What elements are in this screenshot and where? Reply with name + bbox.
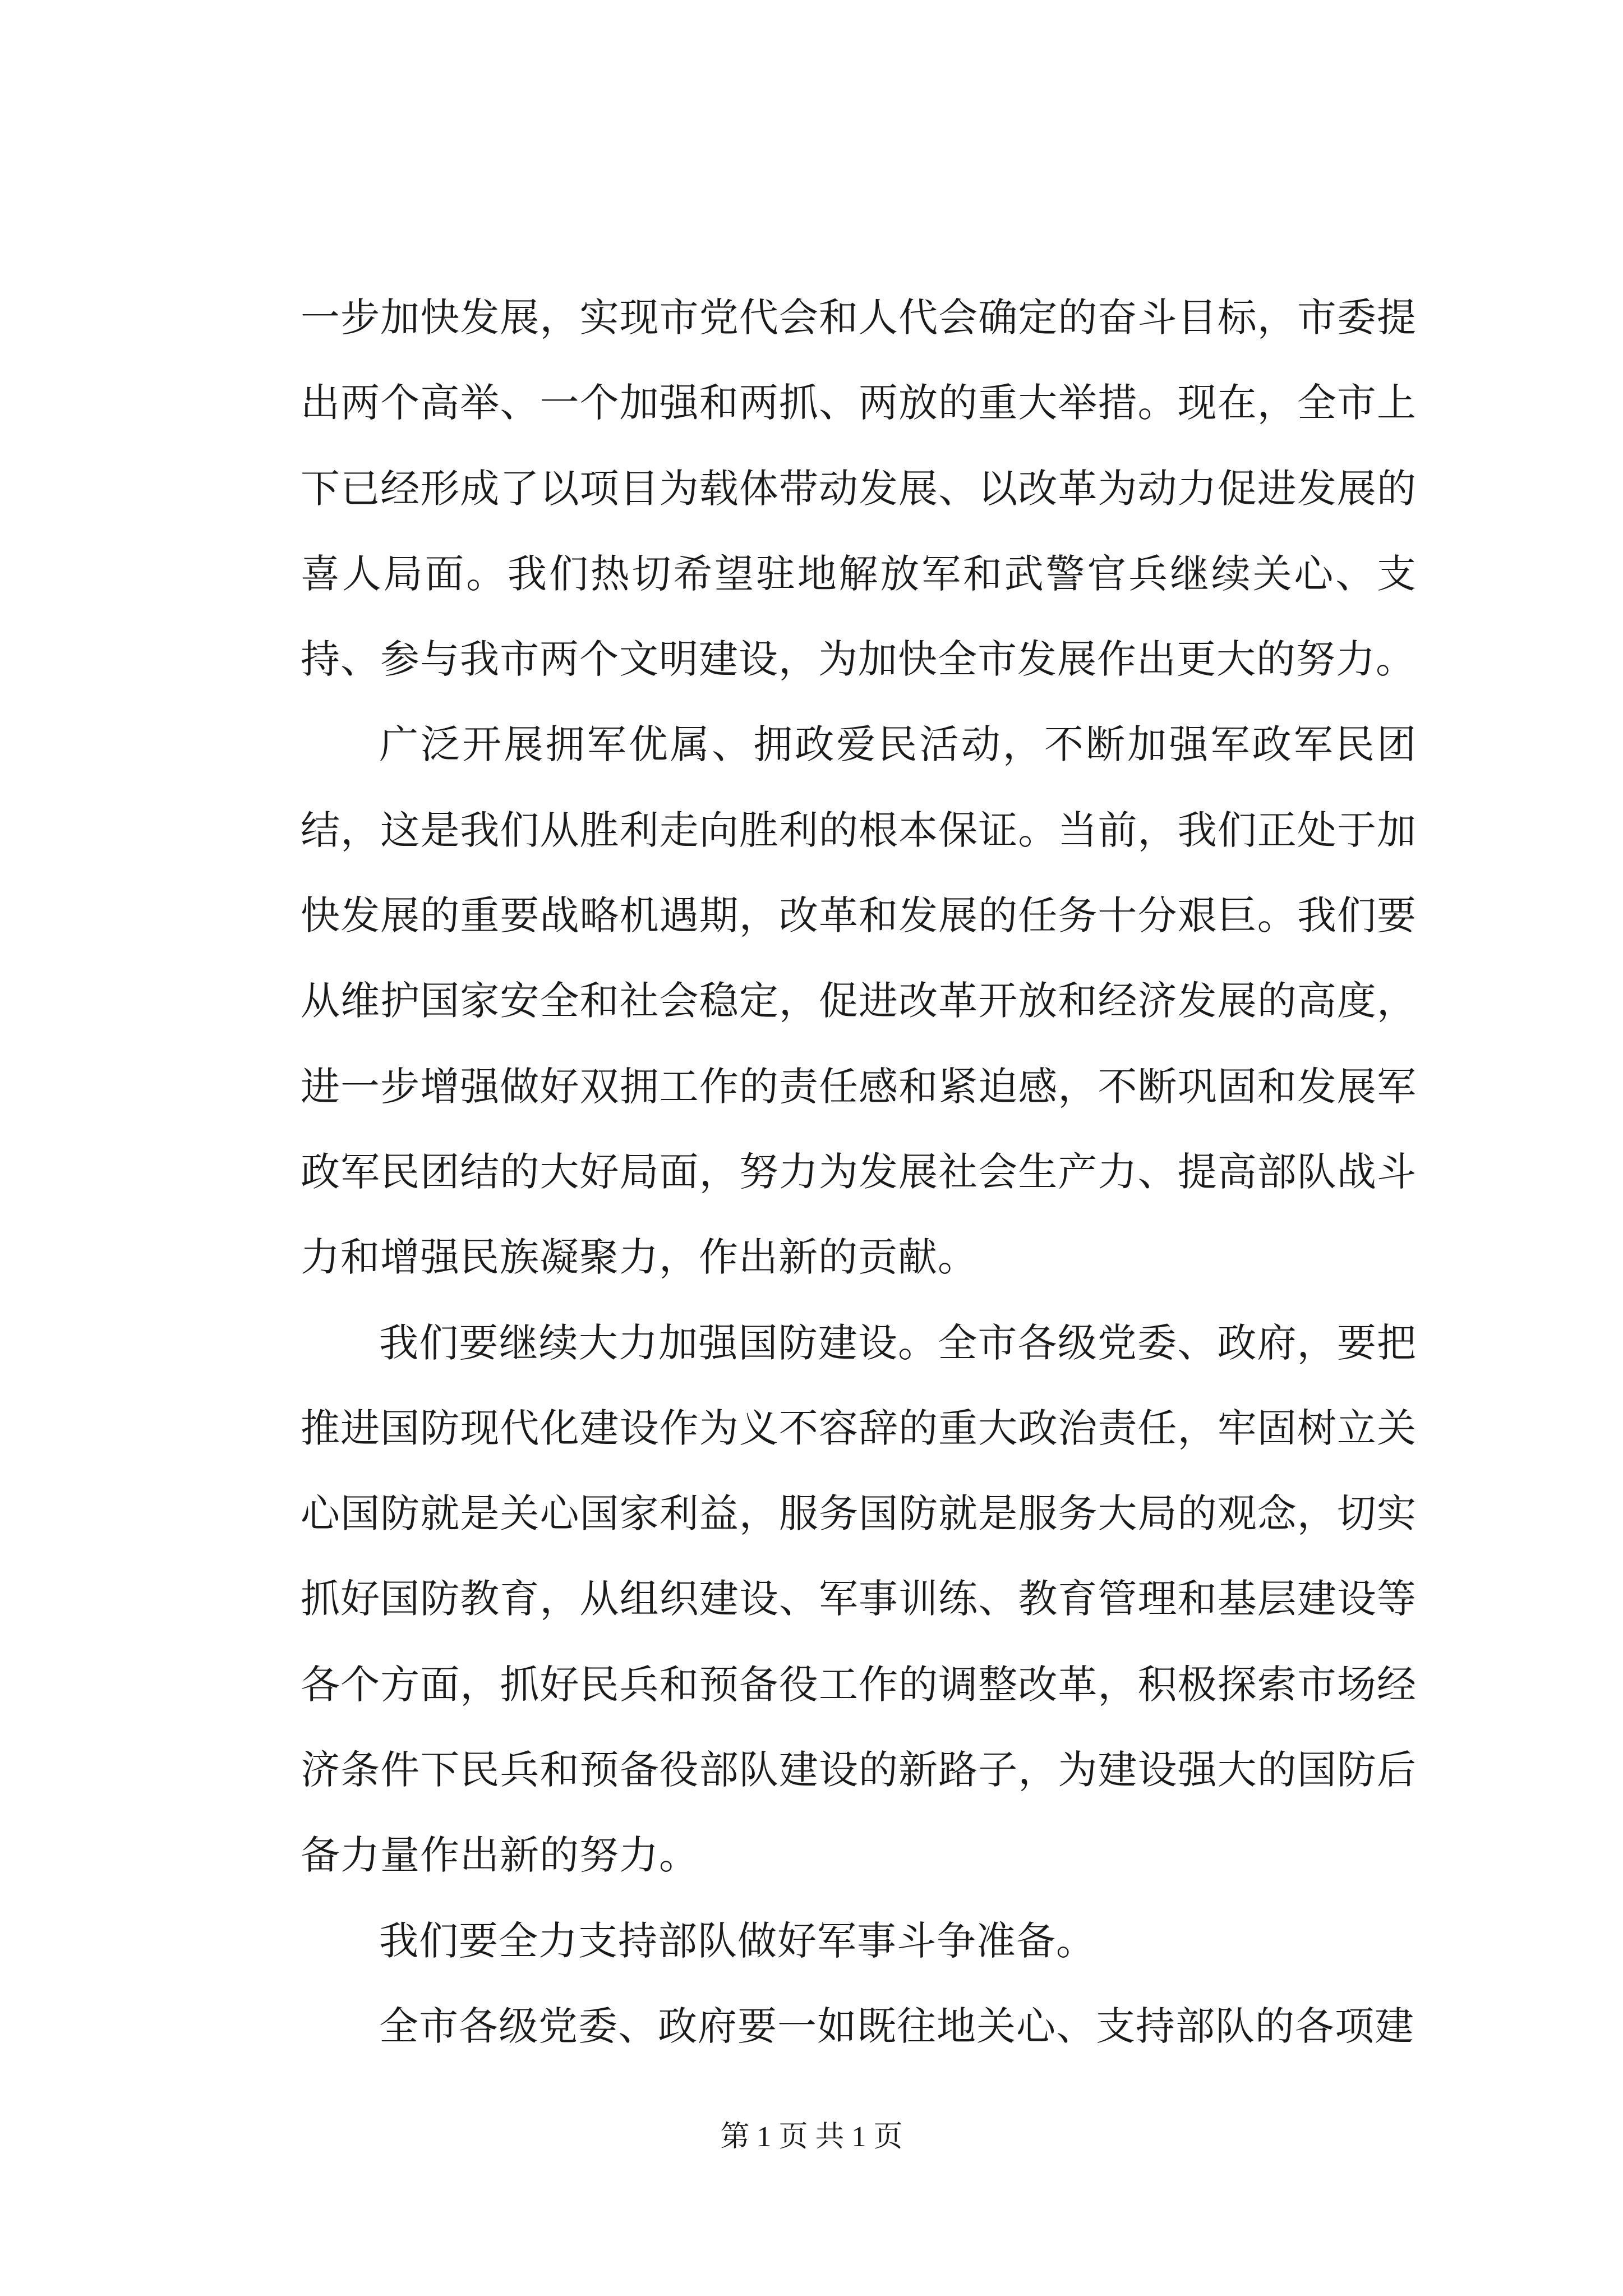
paragraph-continuation: 一步加快发展，实现市党代会和人代会确定的奋斗目标，市委提出两个高举、一个加强和两抓、两放的重大举措。现在，全市上下已经形成了以项目为载体带动发展、以改革为动力促进发展的喜人局面。我们热切希望驻地解放军和武警官兵继续关心、支持、参与我市两个文明建设，为加快全市发展作出更大的努力。	[301, 295, 1417, 683]
paragraph-support-troops: 全市各级党委、政府要一如既往地关心、支持部队的各项建	[379, 2003, 1414, 2049]
paragraph-national-defense: 我们要继续大力加强国防建设。全市各级党委、政府，要把推进国防现代化建设作为义不容辞的重大政治责任，牢固树立关心国防就是关心国家利益，服务国防就是服务大局的观念，切实抓好国防教育，从组织建设、军事训练、教育管理和基层建设等各个方面，抓好民兵和预备役工作的调整改革，积极探索市场经济条件下民兵和预备役部队建设的新路子，为建设强大的国防后备力量作出新的努力。	[301, 1319, 1417, 1879]
document-body	[301, 275, 1417, 2069]
paragraph-military-preparation: 我们要全力支持部队做好军事斗争准备。	[379, 1917, 1096, 1964]
paragraph-military-civilian-unity: 广泛开展拥军优属、拥政爱民活动，不断加强军政军民团结，这是我们从胜利走向胜利的根本保证。当前，我们正处于加快发展的重要战略机遇期，改革和发展的任务十分艰巨。我们要从维护国家安全和社会稳定，促进改革开放和经济发展的高度，进一步增强做好双拥工作的责任感和紧迫感，不断巩固和发展军政军民团结的大好局面，努力为发展社会生产力、提高部队战斗力和增强民族凝聚力，作出新的贡献。	[301, 721, 1417, 1281]
page-footer: 第 1 页 共 1 页	[720, 2121, 903, 2153]
